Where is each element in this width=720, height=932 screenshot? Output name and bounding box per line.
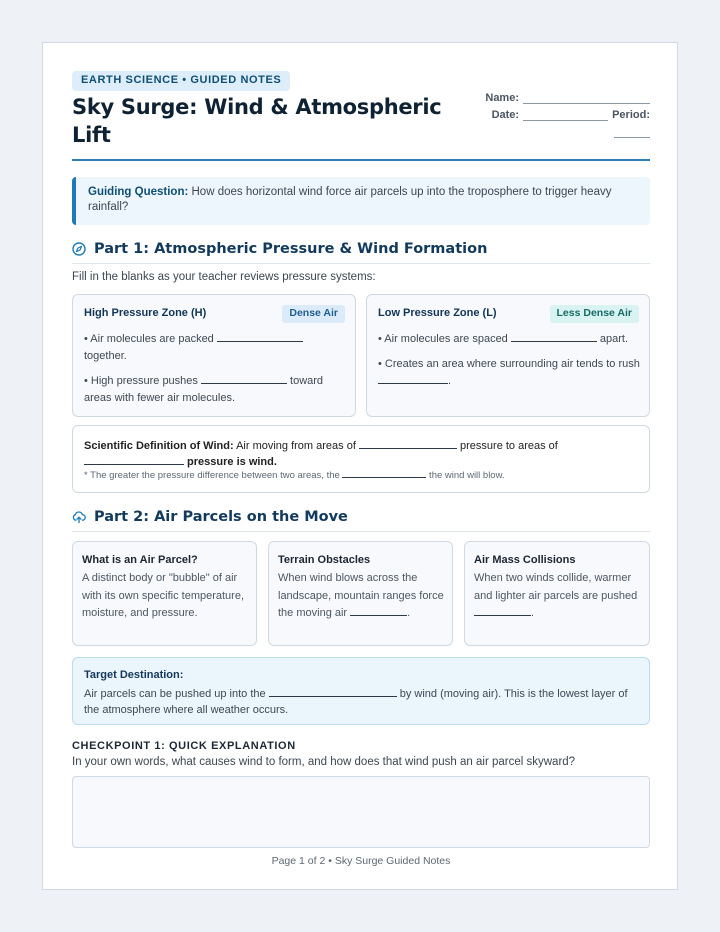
compass-icon bbox=[72, 242, 86, 256]
target-destination-text bbox=[84, 686, 640, 718]
low-bullet-2-text: • Creates an area where surrounding air tends to rush bbox=[378, 358, 640, 370]
terrain-obstacles-card bbox=[268, 541, 453, 646]
name-label: Name: bbox=[485, 92, 519, 104]
part1-heading-text: Part 1: Atmospheric Pressure & Wind Formation bbox=[94, 240, 488, 257]
air-parcel-title: What is an Air Parcel? bbox=[82, 554, 198, 566]
name-field[interactable] bbox=[470, 87, 650, 104]
wind-definition-label: Scientific Definition of Wind: bbox=[84, 440, 234, 452]
collisions-text: When two winds collide, warmer and lighter air parcels are pushed bbox=[474, 572, 638, 602]
air-mass-collisions-card bbox=[464, 541, 650, 646]
blank-packed[interactable] bbox=[217, 331, 303, 342]
low-bullet-1-end: apart. bbox=[596, 333, 629, 345]
high-pressure-title: High Pressure Zone (H) bbox=[84, 307, 207, 319]
worksheet-page bbox=[42, 42, 678, 890]
guiding-question-text: How does horizontal wind force air parcels up into the troposphere to trigger heavy rainfall? bbox=[88, 186, 612, 213]
less-dense-air-badge: Less Dense Air bbox=[550, 305, 639, 323]
checkpoint-prompt: In your own words, what causes wind to form, and how does that wind push an air parcel skyward? bbox=[72, 756, 576, 768]
low-bullet-2-end: . bbox=[448, 375, 452, 387]
terrain-obstacles-text bbox=[278, 570, 448, 623]
high-bullet-2 bbox=[84, 373, 346, 407]
air-parcel-text: A distinct body or "bubble" of air with its own specific temperature, moisture, and pressure. bbox=[82, 572, 245, 619]
blank-rush[interactable] bbox=[378, 373, 448, 384]
wind-definition-text bbox=[84, 438, 644, 470]
target-text-end: by wind (moving air). This is the lowest layer of the atmosphere where all weather occurs. bbox=[84, 688, 628, 716]
wind-definition-part1: Air moving from areas of bbox=[233, 440, 359, 452]
collisions-text-end: . bbox=[531, 607, 535, 619]
part1-instructions: Fill in the blanks as your teacher reviews pressure systems: bbox=[72, 271, 376, 283]
blank-troposphere[interactable] bbox=[269, 686, 397, 697]
wind-note-end: the wind will blow. bbox=[426, 470, 505, 481]
low-bullet-1-text: • Air molecules are spaced bbox=[378, 333, 511, 345]
wind-definition-part2: pressure to areas of bbox=[456, 440, 558, 452]
low-bullet-1 bbox=[378, 331, 640, 348]
wind-definition-part3: pressure is wind. bbox=[184, 456, 277, 468]
student-info-fields bbox=[470, 87, 650, 138]
wind-definition-note bbox=[84, 469, 505, 481]
header-divider bbox=[72, 159, 650, 161]
air-mass-collisions-title: Air Mass Collisions bbox=[474, 554, 576, 566]
low-pressure-title: Low Pressure Zone (L) bbox=[378, 307, 497, 319]
high-pressure-card bbox=[72, 294, 356, 417]
guiding-question bbox=[72, 177, 650, 225]
blank-pushes[interactable] bbox=[201, 373, 287, 384]
high-bullet-1 bbox=[84, 331, 346, 365]
target-destination-title: Target Destination: bbox=[84, 669, 184, 681]
date-period-field[interactable] bbox=[470, 104, 650, 121]
blank-upward-terrain[interactable] bbox=[350, 605, 407, 616]
high-bullet-1-end: together. bbox=[84, 350, 127, 362]
blank-pressure-to[interactable] bbox=[84, 454, 184, 465]
target-destination-box bbox=[72, 657, 650, 725]
air-mass-collisions-text bbox=[474, 570, 646, 623]
guiding-question-label: Guiding Question: bbox=[88, 186, 189, 198]
date-line[interactable] bbox=[523, 109, 608, 121]
period-field[interactable] bbox=[470, 121, 650, 138]
blank-pressure-from[interactable] bbox=[359, 438, 457, 449]
name-line[interactable] bbox=[523, 92, 650, 104]
part1-heading bbox=[72, 234, 650, 264]
period-label: Period: bbox=[612, 109, 650, 121]
blank-faster[interactable] bbox=[342, 469, 426, 478]
target-text: Air parcels can be pushed up into the bbox=[84, 688, 269, 700]
wind-definition-card bbox=[72, 425, 650, 493]
terrain-text-end: . bbox=[407, 607, 411, 619]
page-footer: Page 1 of 2 • Sky Surge Guided Notes bbox=[271, 855, 451, 867]
part2-heading-text: Part 2: Air Parcels on the Move bbox=[94, 508, 348, 525]
blank-spaced[interactable] bbox=[511, 331, 597, 342]
wind-note-text: * The greater the pressure difference between two areas, the bbox=[84, 470, 343, 481]
blank-upward-collision[interactable] bbox=[474, 605, 531, 616]
dense-air-badge: Dense Air bbox=[282, 305, 345, 323]
page-title: Sky Surge: Wind & Atmospheric Lift bbox=[72, 95, 442, 147]
cloud-upload-icon bbox=[72, 510, 86, 524]
period-line[interactable] bbox=[614, 126, 650, 138]
terrain-obstacles-title: Terrain Obstacles bbox=[278, 554, 371, 566]
terrain-text: When wind blows across the landscape, mountain ranges force the moving air bbox=[278, 572, 444, 619]
subject-tag: EARTH SCIENCE • GUIDED NOTES bbox=[72, 71, 290, 91]
high-bullet-2-text: • High pressure pushes bbox=[84, 375, 201, 387]
low-bullet-2 bbox=[378, 356, 640, 390]
part2-heading bbox=[72, 502, 650, 532]
low-pressure-card bbox=[366, 294, 650, 417]
checkpoint-heading: CHECKPOINT 1: QUICK EXPLANATION bbox=[72, 740, 296, 752]
air-parcel-card bbox=[72, 541, 257, 646]
date-label: Date: bbox=[491, 109, 520, 121]
high-bullet-2-end: toward areas with fewer air molecules. bbox=[84, 375, 324, 404]
checkpoint-answer-box[interactable] bbox=[72, 776, 650, 848]
high-bullet-1-text: • Air molecules are packed bbox=[84, 333, 217, 345]
